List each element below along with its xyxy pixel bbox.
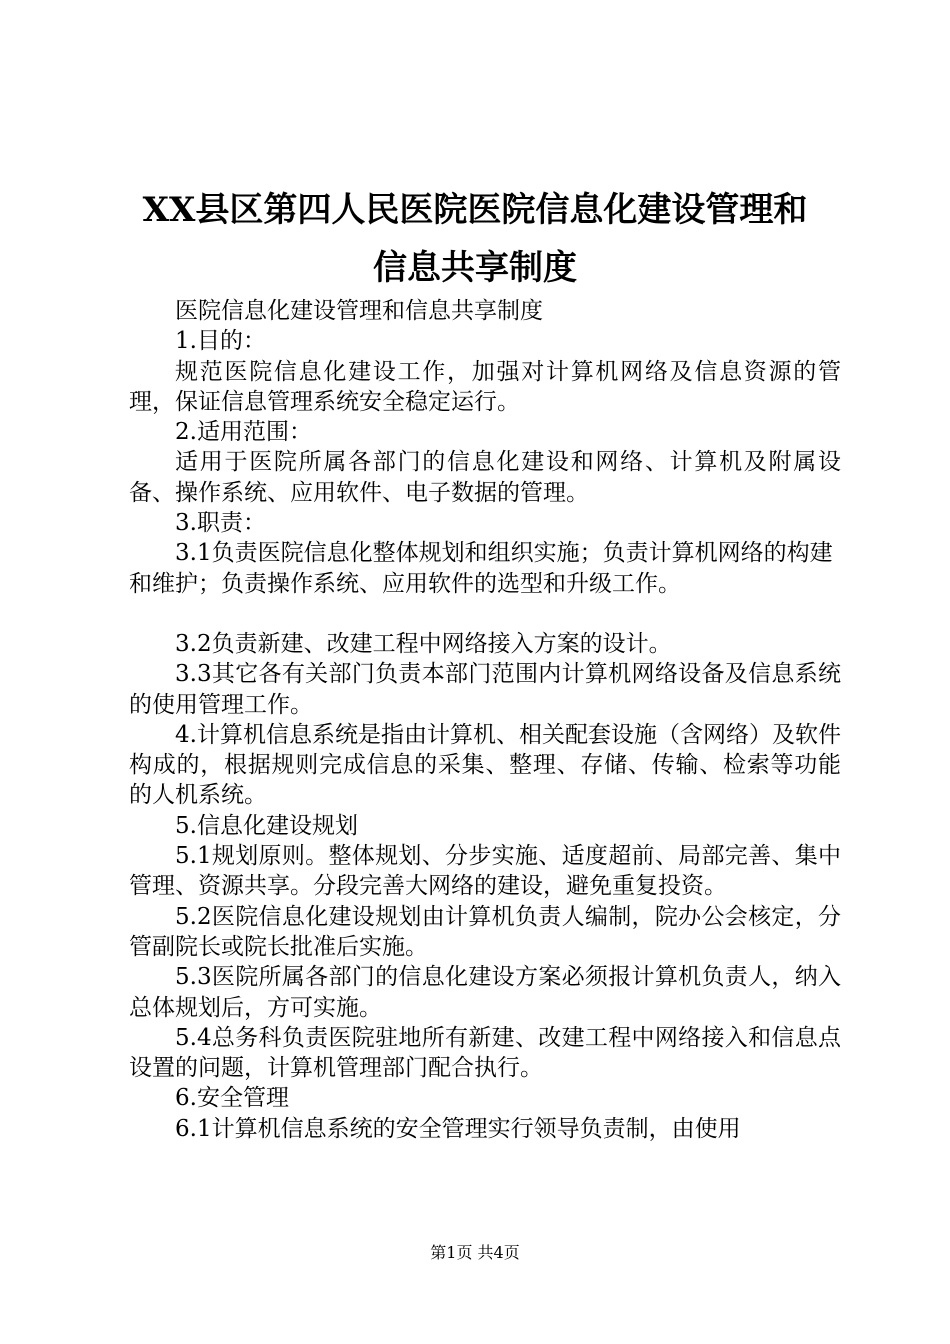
paragraph-heading-scope: 2.适用范围： [175, 419, 312, 446]
paragraph-planning-5-3: 5.3医院所属各部门的信息化建设方案必须报计算机负责人，纳入总体规划后，方可实施。 [129, 964, 841, 1021]
page-footer: 第1页 共4页 [430, 1243, 520, 1262]
paragraph-scope: 适用于医院所属各部门的信息化建设和网络、计算机及附属设备、操作系统、应用软件、电子数据的管理。 [129, 449, 841, 506]
paragraph-planning-5-2: 5.2医院信息化建设规划由计算机负责人编制，院办公会核定，分管副院长或院长批准后实施。 [129, 903, 841, 960]
paragraph-duty-3-1: 3.1负责医院信息化整体规划和组织实施；负责计算机网络的构建和维护；负责操作系统、应用软件的选型和升级工作。 [129, 540, 833, 597]
paragraph-heading-duties: 3.职责： [175, 510, 266, 537]
document-title-line-1: XX县区第四人民医院医院信息化建设管理和 [142, 190, 808, 230]
document-title-line-2: 信息共享制度 [373, 248, 577, 288]
paragraph-heading-security: 6.安全管理 [175, 1085, 289, 1112]
paragraph-purpose: 规范医院信息化建设工作，加强对计算机网络及信息资源的管理，保证信息管理系统安全稳定运行。 [129, 358, 841, 415]
paragraph-heading-planning: 5.信息化建设规划 [175, 812, 358, 839]
paragraph-duty-3-3: 3.3其它各有关部门负责本部门范围内计算机网络设备及信息系统的使用管理工作。 [129, 661, 841, 718]
paragraph-planning-5-1: 5.1规划原则。整体规划、分步实施、适度超前、局部完善、集中管理、资源共享。分段完善大网络的建设，避免重复投资。 [129, 843, 841, 900]
paragraph-definition-4: 4.计算机信息系统是指由计算机、相关配套设施（含网络）及软件构成的，根据规则完成信息的采集、整理、存储、传输、检索等功能的人机系统。 [129, 721, 841, 809]
paragraph-duty-3-2: 3.2负责新建、改建工程中网络接入方案的设计。 [175, 630, 672, 657]
paragraph-subtitle: 医院信息化建设管理和信息共享制度 [175, 298, 543, 324]
paragraph-planning-5-4: 5.4总务科负责医院驻地所有新建、改建工程中网络接入和信息点设置的问题，计算机管理部门配合执行。 [129, 1024, 841, 1082]
paragraph-security-6-1: 6.1计算机信息系统的安全管理实行领导负责制，由使用 [175, 1115, 741, 1142]
paragraph-heading-purpose: 1.目的： [175, 328, 266, 355]
paragraph-gap [129, 599, 841, 629]
document-body [129, 296, 841, 1144]
